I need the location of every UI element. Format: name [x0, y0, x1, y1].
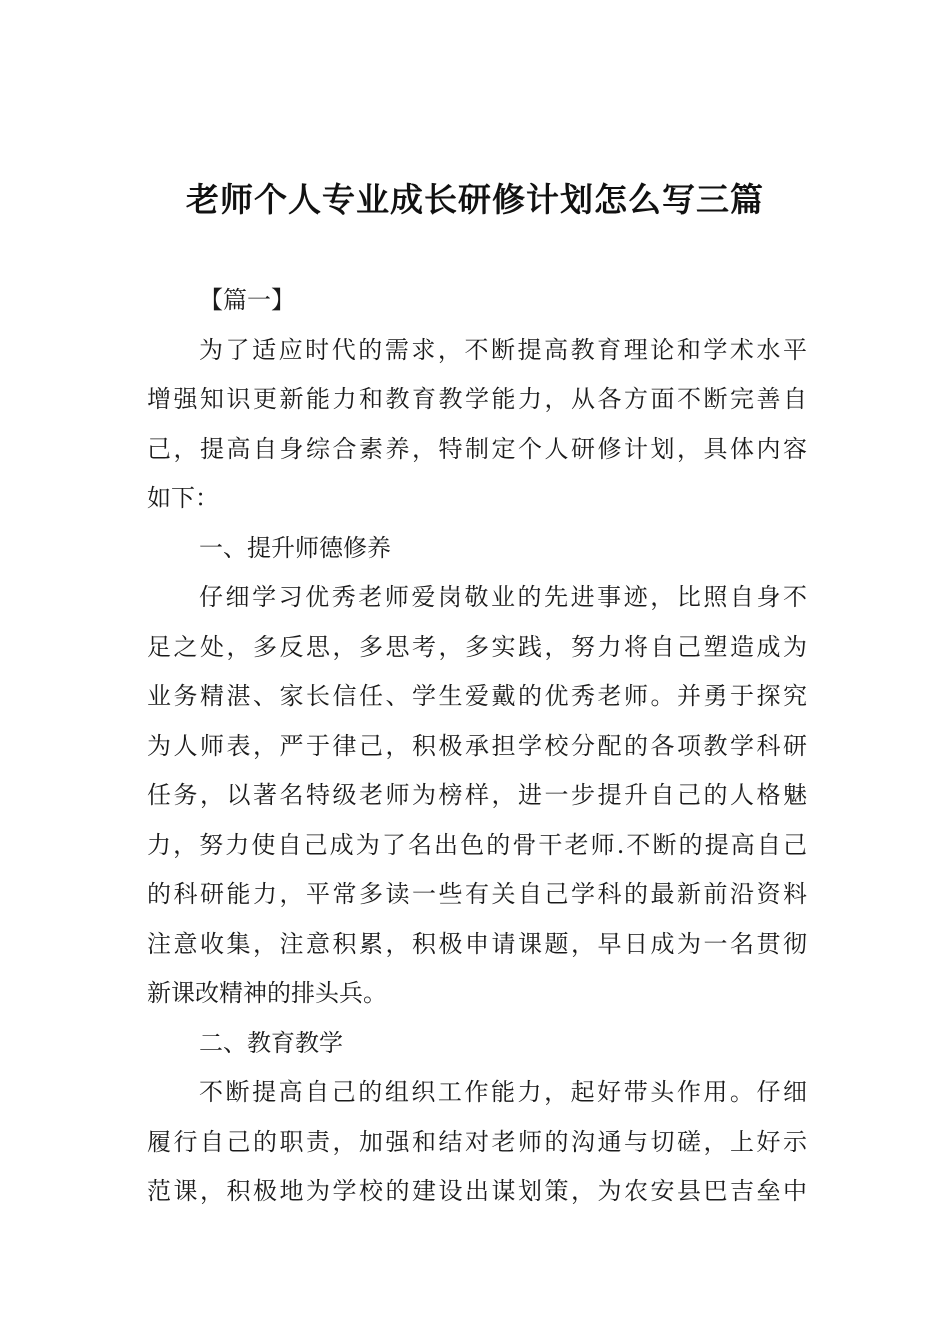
text-line: 注意收集，注意积累，积极申请课题，早日成为一名贯彻 [147, 929, 807, 958]
text-line: 不断提高自己的组织工作能力，起好带头作用。仔细 [199, 1078, 807, 1106]
text-line: 己，提高自身综合素养，特制定个人研修计划，具体内容 [147, 434, 807, 463]
text-line: 足之处，多反思，多思考，多实践，努力将自己塑造成为 [147, 632, 807, 661]
text-line: 的科研能力，平常多读一些有关自己学科的最新前沿资料 [147, 880, 807, 908]
document-body [147, 276, 807, 1217]
section-heading-1 [147, 524, 807, 574]
text-line: 为人师表，严于律己，积极承担学校分配的各项教学科研 [147, 731, 807, 760]
text-line: 仔细学习优秀老师爱岗敬业的先进事迹，比照自身不 [199, 583, 807, 611]
text-line: 新课改精神的排头兵。 [147, 979, 387, 1007]
document-title: 老师个人专业成长研修计划怎么写三篇 [186, 180, 764, 219]
text-line: 增强知识更新能力和教育教学能力，从各方面不断完善自 [147, 385, 807, 413]
section-heading-2-text: 二、教育教学 [199, 1028, 343, 1057]
section-heading-1-text: 一、提升师德修养 [199, 533, 391, 562]
text-line: 任务，以著名特级老师为榜样，进一步提升自己的人格魅 [147, 781, 807, 809]
text-line: 如下： [147, 484, 219, 512]
text-line: 业务精湛、家长信任、学生爱戴的优秀老师。并勇于探究 [147, 682, 807, 710]
section-label [147, 276, 807, 326]
intro-paragraph [147, 326, 807, 524]
paragraph-2 [147, 1068, 807, 1217]
section-heading-2 [147, 1019, 807, 1069]
text-line: 为了适应时代的需求，不断提高教育理论和学术水平 [199, 335, 807, 364]
section-label-text: 【篇一】 [199, 286, 295, 314]
paragraph-1 [147, 573, 807, 1019]
text-line: 范课，积极地为学校的建设出谋划策，为农安县巴吉垒中 [147, 1177, 807, 1205]
text-line: 履行自己的职责，加强和结对老师的沟通与切磋，上好示 [147, 1127, 807, 1156]
text-line: 力，努力使自己成为了名出色的骨干老师.不断的提高自己 [147, 830, 807, 859]
